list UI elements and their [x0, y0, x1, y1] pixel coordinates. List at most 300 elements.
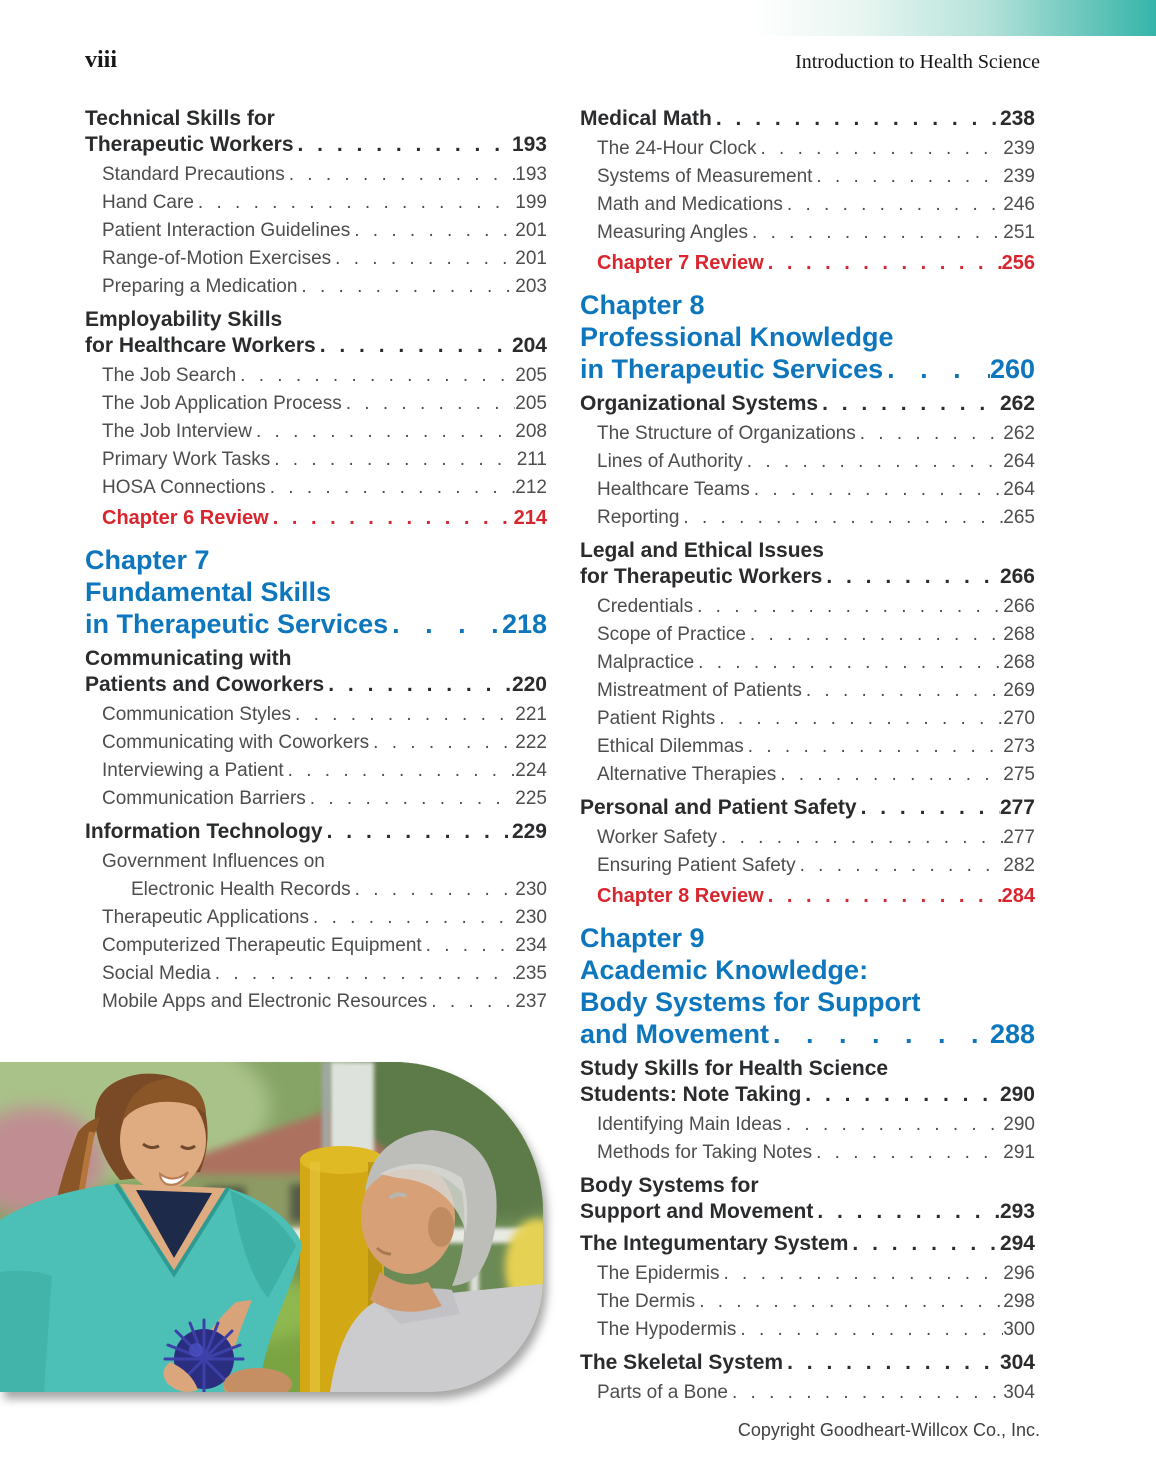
toc-entry-label: in Therapeutic Services	[85, 609, 389, 639]
toc-page-number: 205	[515, 393, 547, 414]
toc-entry-label: Lines of Authority	[597, 451, 743, 472]
toc-entry-row	[102, 474, 547, 502]
toc-entry-section	[580, 391, 1035, 417]
toc-entry-row	[102, 245, 547, 273]
toc-entry-label: The 24-Hour Clock	[597, 138, 757, 159]
toc-page-number: 298	[1003, 1291, 1035, 1312]
toc-page-number: 222	[515, 732, 547, 753]
toc-entry-sub	[580, 761, 1035, 789]
toc-entry-sub	[580, 219, 1035, 247]
toc-page-number: 230	[515, 907, 547, 928]
toc-leader-dots	[694, 649, 1003, 677]
toc-page-number: 229	[511, 820, 547, 843]
toc-page-number: 205	[515, 365, 547, 386]
toc-leader-dots	[388, 608, 502, 640]
toc-page-number: 204	[511, 334, 547, 357]
toc-entry-label: Social Media	[102, 963, 211, 984]
toc-entry-sub	[580, 733, 1035, 761]
toc-page-number: 238	[999, 107, 1035, 130]
toc-entry-sub	[85, 474, 547, 502]
toc-entry-row	[85, 333, 547, 359]
toc-entry-review	[580, 882, 1035, 910]
toc-entry-sub	[85, 729, 547, 757]
toc-entry-label: Chapter 7 Review	[597, 252, 764, 274]
toc-leader-dots	[715, 705, 1003, 733]
toc-entry-row	[597, 504, 1035, 532]
toc-entry-row	[85, 672, 547, 698]
toc-leader-dots	[748, 219, 1003, 247]
toc-page-number: 203	[515, 276, 547, 297]
toc-entry-row	[580, 564, 1035, 590]
toc-entry-sub	[85, 757, 547, 785]
toc-entry-label: and Movement	[580, 1019, 770, 1049]
toc-entry-row	[580, 1018, 1035, 1050]
toc-entry-sub	[85, 161, 547, 189]
toc-leader-dots	[746, 621, 1003, 649]
toc-leader-dots	[342, 390, 516, 418]
toc-entry-row	[102, 418, 547, 446]
toc-entry-row	[102, 273, 547, 301]
toc-entry-sub	[85, 362, 547, 390]
toc-entry-label: Patients and Coworkers	[85, 673, 325, 696]
toc-leader-dots	[812, 163, 1003, 191]
toc-leader-dots	[316, 333, 512, 359]
toc-entry-row	[597, 1111, 1035, 1139]
toc-entry-sub	[85, 988, 547, 1016]
toc-entry-sub	[580, 163, 1035, 191]
toc-leader-dots	[857, 795, 1000, 821]
toc-page-number: 201	[515, 248, 547, 269]
toc-entry-sub	[580, 649, 1035, 677]
toc-entry-label: Chapter 9	[580, 923, 705, 953]
toc-column-right	[580, 106, 1035, 1407]
toc-leader-dots	[782, 1111, 1003, 1139]
toc-page-number: 260	[989, 354, 1035, 384]
toc-page-number: 264	[1003, 479, 1035, 500]
toc-leader-dots	[802, 677, 1003, 705]
toc-leader-dots	[764, 249, 1002, 277]
toc-entry-label: Reporting	[597, 507, 680, 528]
toc-page-number: 288	[989, 1019, 1035, 1049]
toc-entry-row	[597, 420, 1035, 448]
toc-entry-label: Chapter 8 Review	[597, 885, 764, 907]
toc-entry-row	[597, 191, 1035, 219]
toc-leader-dots	[211, 960, 516, 988]
toc-page-number: 211	[516, 449, 547, 470]
toc-entry-row	[580, 795, 1035, 821]
toc-page-number: 266	[999, 565, 1035, 588]
toc-leader-dots	[728, 1379, 1003, 1407]
toc-column-left	[85, 106, 547, 1016]
toc-leader-dots	[744, 733, 1004, 761]
toc-entry-row	[102, 757, 547, 785]
toc-entry-row	[597, 824, 1035, 852]
toc-entry-row	[580, 353, 1035, 385]
toc-entry-sub	[580, 476, 1035, 504]
toc-page-number: 237	[515, 991, 547, 1012]
toc-page-number: 199	[515, 192, 547, 213]
toc-leader-dots	[801, 1082, 1000, 1108]
toc-entry-label: Primary Work Tasks	[102, 449, 271, 470]
toc-entry-sub	[580, 1111, 1035, 1139]
toc-entry-label: Body Systems for Support	[580, 987, 921, 1017]
toc-entry-row	[102, 217, 547, 245]
toc-entry-review	[85, 504, 547, 532]
toc-leader-dots	[269, 504, 514, 532]
toc-entry-label: Worker Safety	[597, 827, 718, 848]
therapy-session-photo	[0, 1062, 543, 1392]
toc-entry-label: Patient Interaction Guidelines	[102, 220, 351, 241]
toc-entry-sub	[580, 677, 1035, 705]
toc-leader-dots	[324, 672, 512, 698]
toc-entry-row	[102, 960, 547, 988]
toc-entry-sub	[580, 1316, 1035, 1344]
toc-entry-row	[597, 733, 1035, 761]
toc-entry-label: Range-of-Motion Exercises	[102, 248, 332, 269]
page-folio: viii	[85, 47, 118, 73]
toc-entry-row	[580, 1082, 1035, 1108]
toc-entry-row	[102, 932, 547, 960]
toc-entry-row	[102, 161, 547, 189]
toc-page-number: 221	[515, 704, 547, 725]
toc-entry-row	[597, 249, 1035, 277]
toc-entry-section	[85, 307, 547, 359]
toc-page-number: 224	[515, 760, 547, 781]
toc-entry-row	[102, 446, 547, 474]
toc-entry-label: Systems of Measurement	[597, 166, 813, 187]
toc-page-number: 294	[999, 1232, 1035, 1255]
toc-leader-dots	[717, 824, 1003, 852]
toc-entry-section	[580, 1231, 1035, 1257]
toc-entry-label: Interviewing a Patient	[102, 760, 284, 781]
toc-entry-sub	[85, 189, 547, 217]
toc-page-number: 256	[1001, 252, 1035, 274]
toc-entry-sub	[580, 705, 1035, 733]
toc-entry-label: Patient Rights	[597, 708, 716, 729]
toc-entry-sub	[580, 1139, 1035, 1167]
toc-entry-label: Measuring Angles	[597, 222, 749, 243]
toc-page-number: 239	[1003, 138, 1035, 159]
toc-entry-row	[580, 1231, 1035, 1257]
toc-entry-section	[580, 1056, 1035, 1108]
toc-entry-row	[102, 504, 547, 532]
toc-leader-dots	[736, 1316, 1003, 1344]
toc-leader-dots	[783, 1350, 1000, 1376]
toc-entry-label: Communication Styles	[102, 704, 292, 725]
toc-entry-label: Personal and Patient Safety	[580, 796, 857, 819]
toc-entry-section	[580, 795, 1035, 821]
toc-entry-row	[102, 189, 547, 217]
toc-entry-label: Government Influences on	[102, 851, 325, 872]
toc-entry-row	[597, 761, 1035, 789]
toc-entry-label: The Integumentary System	[580, 1232, 849, 1255]
toc-entry-row	[597, 882, 1035, 910]
toc-leader-dots	[306, 785, 516, 813]
toc-page-number: 234	[515, 935, 547, 956]
toc-entry-label: for Therapeutic Workers	[580, 565, 823, 588]
toc-entry-label: Medical Math	[580, 107, 712, 130]
toc-page-number: 208	[515, 421, 547, 442]
toc-entry-row	[102, 904, 547, 932]
toc-entry-label: Ensuring Patient Safety	[597, 855, 796, 876]
toc-leader-dots	[323, 819, 512, 845]
toc-page-number: 291	[1003, 1142, 1035, 1163]
toc-entry-label: Preparing a Medication	[102, 276, 298, 297]
toc-entry-section	[85, 646, 547, 698]
toc-leader-dots	[712, 106, 1000, 132]
toc-page-number: 262	[999, 392, 1035, 415]
toc-entry-row	[597, 593, 1035, 621]
toc-leader-dots	[427, 988, 515, 1016]
toc-leader-dots	[776, 761, 1003, 789]
toc-entry-label: Computerized Therapeutic Equipment	[102, 935, 422, 956]
toc-entry-label: Ethical Dilemmas	[597, 736, 744, 757]
toc-entry-row	[597, 448, 1035, 476]
toc-entry-row	[597, 649, 1035, 677]
toc-entry-label: Standard Precautions	[102, 164, 285, 185]
toc-page-number: 277	[1003, 827, 1035, 848]
toc-entry-label: Parts of a Bone	[597, 1382, 728, 1403]
toc-entry-label: The Job Application Process	[102, 393, 342, 414]
toc-entry-sub	[580, 593, 1035, 621]
toc-entry-label: Legal and Ethical Issues	[580, 539, 824, 562]
toc-leader-dots	[350, 217, 515, 245]
toc-entry-row	[597, 1288, 1035, 1316]
toc-entry-review	[580, 249, 1035, 277]
toc-entry-label: Electronic Health Records	[131, 879, 351, 900]
toc-page-number: 270	[1003, 708, 1035, 729]
toc-entry-label: for Healthcare Workers	[85, 334, 316, 357]
toc-leader-dots	[856, 420, 1004, 448]
toc-page-number: 266	[1003, 596, 1035, 617]
toc-page-number: 239	[1003, 166, 1035, 187]
toc-entry-label: Chapter 7	[85, 545, 210, 575]
toc-entry-label: Information Technology	[85, 820, 323, 843]
toc-page-number: 235	[515, 963, 547, 984]
toc-entry-row	[597, 1379, 1035, 1407]
toc-entry-row	[597, 1139, 1035, 1167]
toc-entry-row	[102, 362, 547, 390]
toc-entry-sub	[580, 191, 1035, 219]
toc-entry-row	[85, 132, 547, 158]
toc-entry-sub	[85, 932, 547, 960]
toc-entry-label: Math and Medications	[597, 194, 783, 215]
toc-entry-label: Credentials	[597, 596, 694, 617]
copyright-line: Copyright Goodheart-Willcox Co., Inc.	[737, 1420, 1040, 1440]
toc-entry-sub	[85, 848, 547, 904]
toc-page-number: 214	[513, 507, 547, 529]
running-head: Introduction to Health Science	[795, 51, 1040, 73]
toc-entry-label: The Dermis	[597, 1291, 696, 1312]
toc-entry-sub	[580, 135, 1035, 163]
toc-leader-dots	[351, 876, 516, 904]
toc-page-number: 230	[515, 879, 547, 900]
toc-entry-row	[597, 163, 1035, 191]
toc-entry-sub	[85, 390, 547, 418]
toc-entry-label: Professional Knowledge	[580, 322, 894, 352]
toc-entry-label: Communicating with	[85, 647, 292, 670]
toc-page-number: 218	[501, 609, 547, 639]
toc-leader-dots	[194, 189, 515, 217]
toc-entry-sub	[580, 852, 1035, 880]
toc-entry-label: The Job Interview	[102, 421, 252, 442]
toc-entry-label: in Therapeutic Services	[580, 354, 884, 384]
toc-entry-label: Therapeutic Applications	[102, 907, 310, 928]
toc-leader-dots	[252, 418, 515, 446]
toc-entry-label: Hand Care	[102, 192, 194, 213]
toc-entry-row	[85, 819, 547, 845]
toc-entry-row	[597, 852, 1035, 880]
toc-leader-dots	[284, 757, 516, 785]
toc-entry-sub	[580, 504, 1035, 532]
toc-leader-dots	[822, 564, 1000, 590]
toc-entry-label: Employability Skills	[85, 308, 283, 331]
toc-leader-dots	[369, 729, 515, 757]
toc-leader-dots	[294, 132, 512, 158]
toc-entry-row	[102, 988, 547, 1016]
toc-entry-label: The Epidermis	[597, 1263, 720, 1284]
toc-leader-dots	[720, 1260, 1004, 1288]
toc-entry-label: Academic Knowledge:	[580, 955, 869, 985]
toc-entry-label: Malpractice	[597, 652, 695, 673]
toc-entry-row	[102, 729, 547, 757]
toc-entry-sub	[85, 217, 547, 245]
toc-entry-label: Support and Movement	[580, 1200, 814, 1223]
toc-page-number: 293	[999, 1200, 1035, 1223]
toc-leader-dots	[695, 1288, 1003, 1316]
toc-leader-dots	[331, 245, 515, 273]
toc-entry-label: The Hypodermis	[597, 1319, 737, 1340]
toc-entry-label: Fundamental Skills	[85, 577, 332, 607]
toc-page-number: 268	[1003, 624, 1035, 645]
toc-entry-label: Scope of Practice	[597, 624, 746, 645]
toc-page-number: 193	[511, 133, 547, 156]
toc-page-number: 273	[1003, 736, 1035, 757]
toc-entry-sub	[85, 418, 547, 446]
toc-entry-row	[597, 219, 1035, 247]
toc-entry-sub	[580, 448, 1035, 476]
toc-entry-label: Therapeutic Workers	[85, 133, 294, 156]
toc-entry-label: Methods for Taking Notes	[597, 1142, 813, 1163]
toc-entry-row	[597, 621, 1035, 649]
toc-entry-section	[85, 106, 547, 158]
toc-entry-label: Chapter 8	[580, 290, 705, 320]
toc-leader-dots	[769, 1018, 990, 1050]
toc-page-number: 265	[1003, 507, 1035, 528]
toc-entry-section	[580, 1173, 1035, 1225]
toc-entry-chapter	[85, 544, 547, 640]
toc-entry-row	[597, 677, 1035, 705]
toc-page-number: 201	[515, 220, 547, 241]
toc-entry-row	[597, 1260, 1035, 1288]
toc-entry-label: Organizational Systems	[580, 392, 819, 415]
toc-entry-chapter	[580, 289, 1035, 385]
toc-entry-label: Technical Skills for	[85, 107, 275, 130]
toc-entry-chapter	[580, 922, 1035, 1050]
toc-page-number: 304	[1003, 1382, 1035, 1403]
toc-entry-section	[580, 1350, 1035, 1376]
toc-leader-dots	[270, 446, 516, 474]
toc-page-number: 275	[1003, 764, 1035, 785]
toc-leader-dots	[291, 701, 515, 729]
toc-entry-label: The Job Search	[102, 365, 237, 386]
toc-leader-dots	[236, 362, 515, 390]
therapy-photo-illustration	[0, 1062, 543, 1392]
toc-entry-label: The Structure of Organizations	[597, 423, 856, 444]
toc-leader-dots	[266, 474, 516, 502]
toc-entry-row	[102, 390, 547, 418]
toc-leader-dots	[796, 852, 1004, 880]
toc-page-number: 284	[1001, 885, 1035, 907]
toc-page-number: 220	[511, 673, 547, 696]
toc-entry-sub	[85, 960, 547, 988]
toc-entry-row	[597, 135, 1035, 163]
toc-entry-sub	[580, 1379, 1035, 1407]
toc-leader-dots	[848, 1231, 1000, 1257]
toc-entry-row	[597, 1316, 1035, 1344]
toc-page-number: 212	[515, 477, 547, 498]
toc-leader-dots	[297, 273, 515, 301]
toc-leader-dots	[693, 593, 1003, 621]
toc-entry-section	[580, 106, 1035, 132]
toc-entry-label: HOSA Connections	[102, 477, 266, 498]
toc-entry-label: Mistreatment of Patients	[597, 680, 802, 701]
toc-page-number: 300	[1003, 1319, 1035, 1340]
toc-entry-sub	[580, 621, 1035, 649]
toc-entry-sub	[85, 785, 547, 813]
toc-page-number: 304	[999, 1351, 1035, 1374]
toc-page-number: 269	[1003, 680, 1035, 701]
toc-entry-sub	[85, 904, 547, 932]
toc-entry-label: Alternative Therapies	[597, 764, 777, 785]
toc-page-number: 277	[999, 796, 1035, 819]
toc-page-number: 282	[1003, 855, 1035, 876]
toc-entry-row	[85, 608, 547, 640]
teal-accent-bar	[752, 0, 1156, 36]
toc-entry-sub	[85, 245, 547, 273]
toc-entry-row	[580, 391, 1035, 417]
toc-page-number: 262	[1003, 423, 1035, 444]
toc-entry-row	[102, 701, 547, 729]
toc-entry-row	[580, 1350, 1035, 1376]
toc-entry-sub	[85, 446, 547, 474]
toc-entry-label: Mobile Apps and Electronic Resources	[102, 991, 428, 1012]
toc-page-number: 193	[515, 164, 547, 185]
toc-page-number: 290	[999, 1083, 1035, 1106]
toc-entry-section	[85, 819, 547, 845]
toc-page-number: 225	[515, 788, 547, 809]
toc-entry-label: Students: Note Taking	[580, 1083, 802, 1106]
toc-leader-dots	[679, 504, 1003, 532]
toc-entry-row	[102, 876, 547, 904]
toc-entry-row	[597, 705, 1035, 733]
toc-leader-dots	[812, 1139, 1003, 1167]
toc-page-number: 268	[1003, 652, 1035, 673]
toc-leader-dots	[764, 882, 1002, 910]
toc-page-number: 251	[1003, 222, 1035, 243]
toc-leader-dots	[783, 191, 1003, 219]
toc-leader-dots	[422, 932, 516, 960]
toc-entry-label: Identifying Main Ideas	[597, 1114, 782, 1135]
toc-leader-dots	[285, 161, 516, 189]
toc-leader-dots	[756, 135, 1003, 163]
toc-entry-label: Body Systems for	[580, 1174, 759, 1197]
toc-entry-sub	[580, 420, 1035, 448]
toc-entry-label: Healthcare Teams	[597, 479, 750, 500]
toc-page-number: 296	[1003, 1263, 1035, 1284]
toc-page-number: 246	[1003, 194, 1035, 215]
toc-entry-sub	[580, 1288, 1035, 1316]
